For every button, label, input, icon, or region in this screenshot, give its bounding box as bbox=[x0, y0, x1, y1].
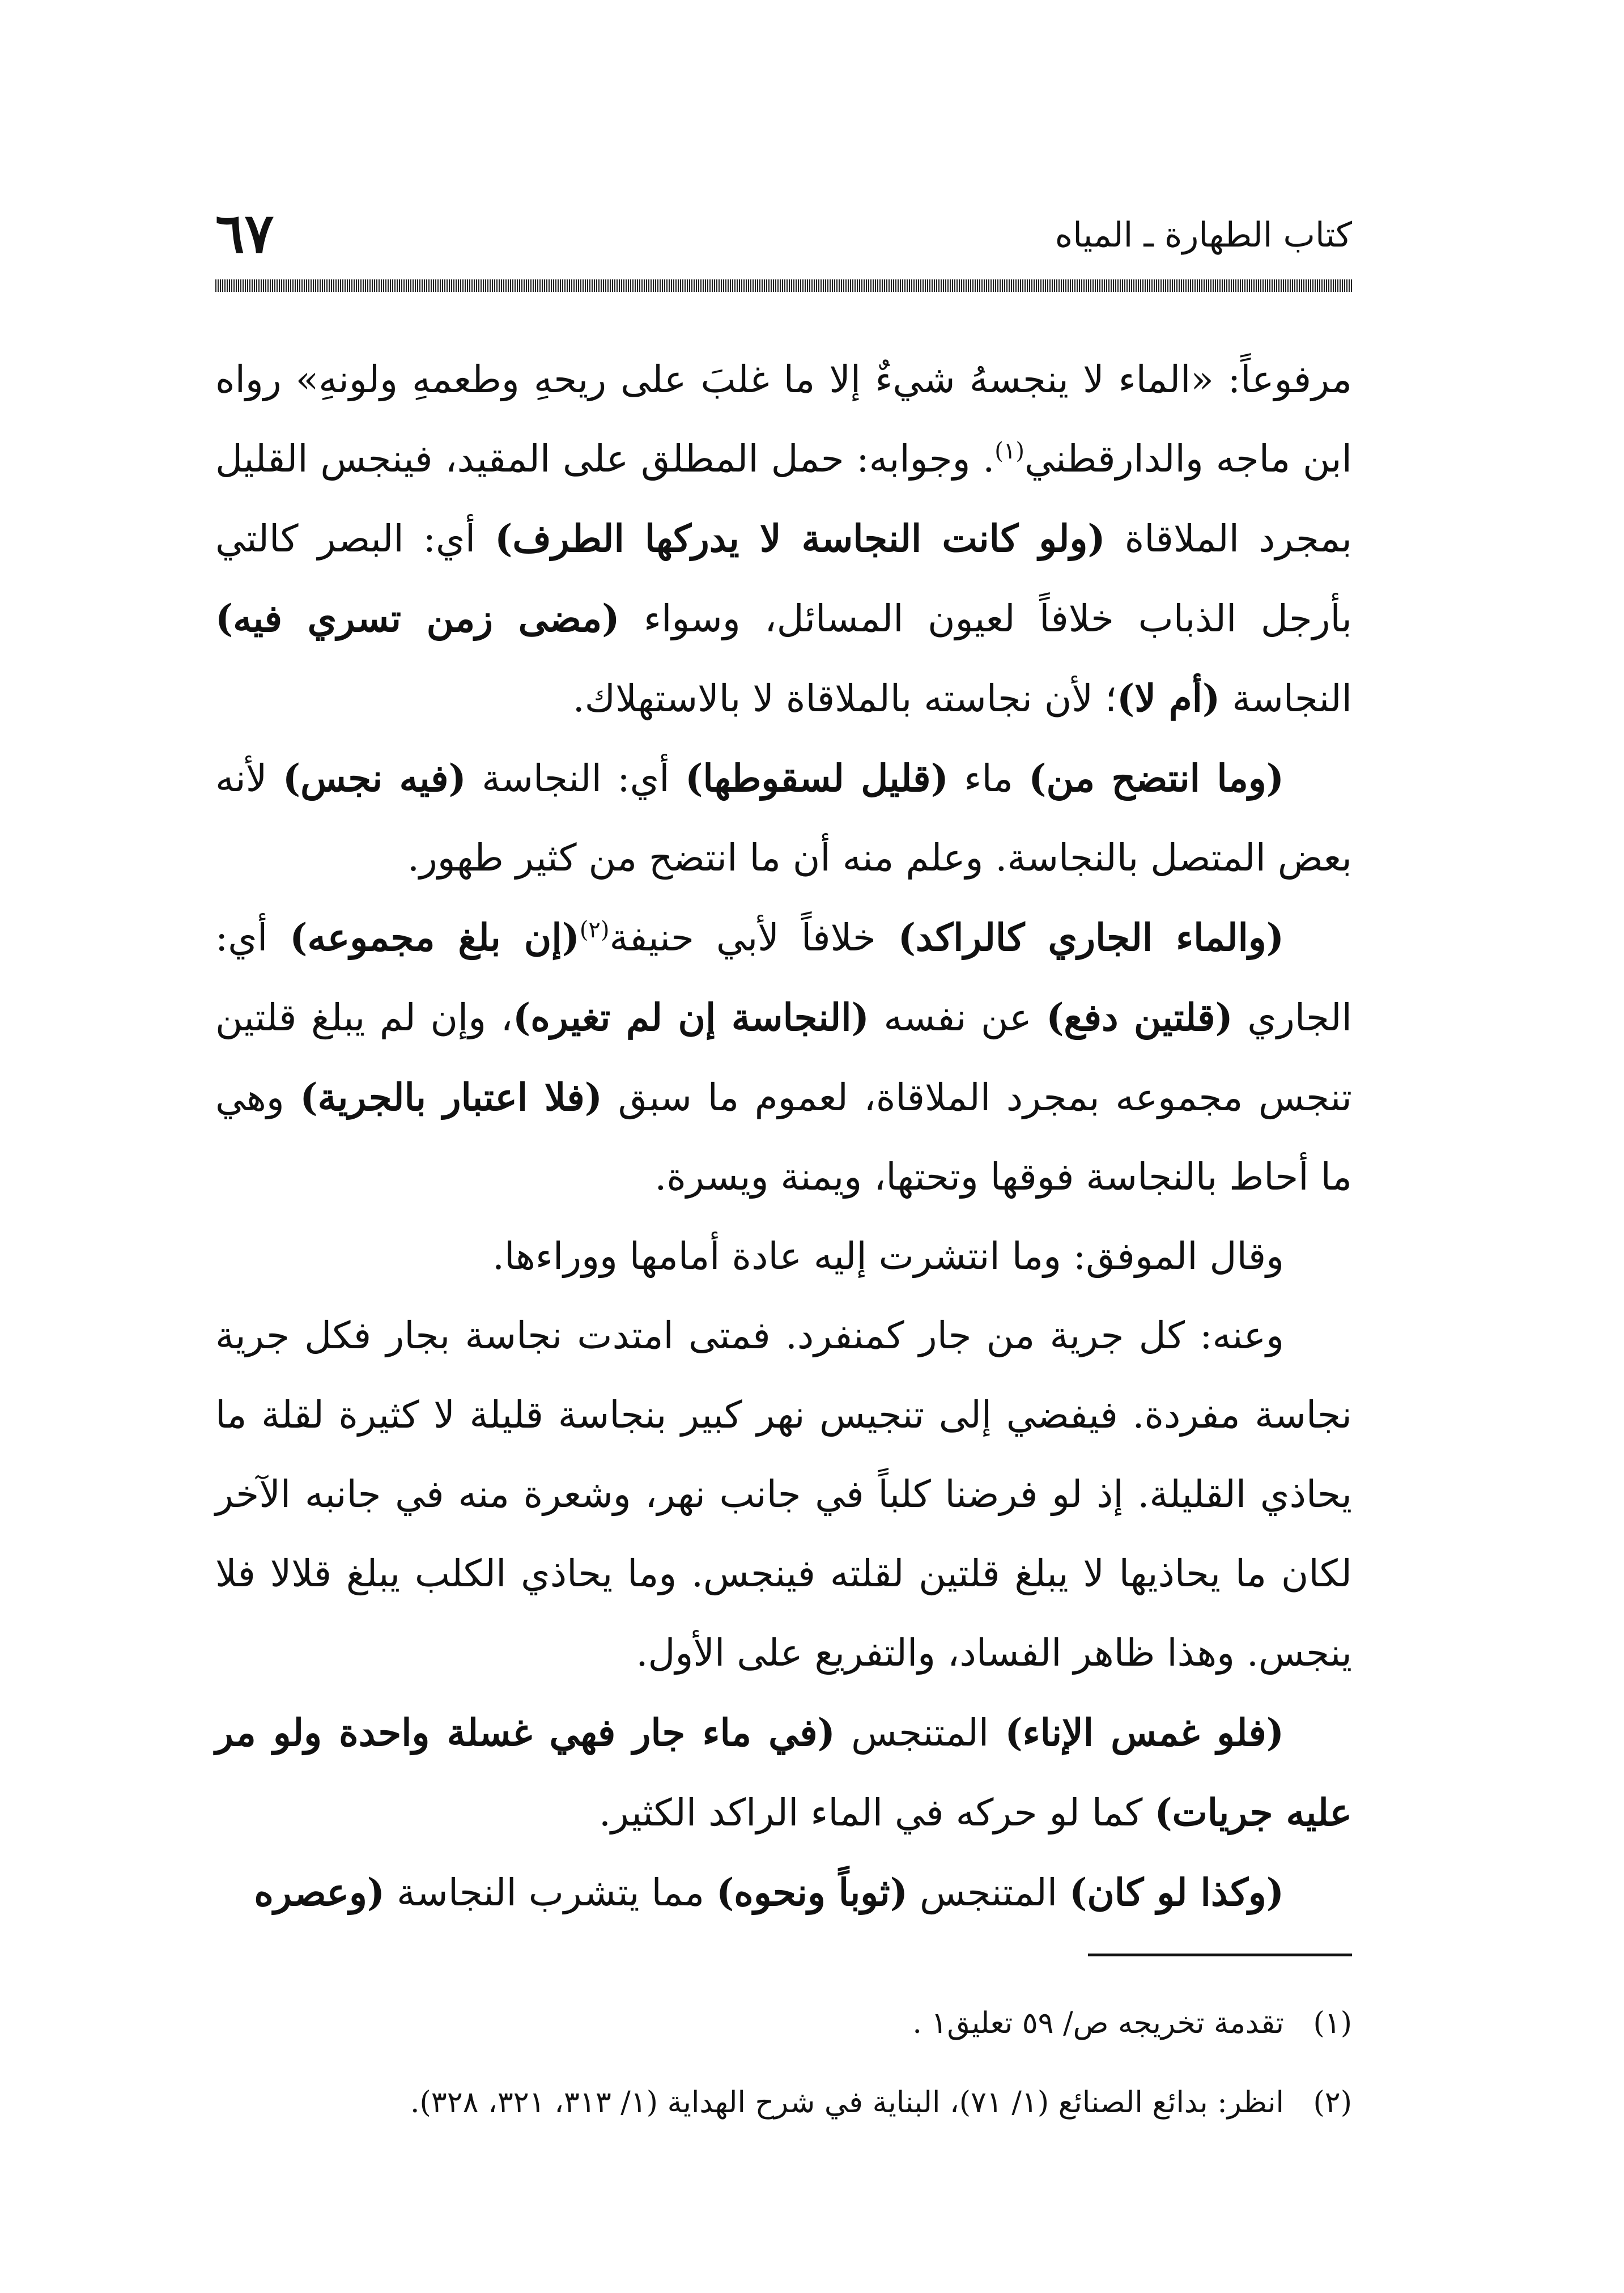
matn-text: (النجاسة إن لم تغيره) bbox=[513, 995, 869, 1039]
matn-text: (إن بلغ مجموعه) bbox=[290, 915, 580, 959]
text-run: أي: الجاري bbox=[215, 916, 1353, 1039]
matn-text: (قلتين دفع) bbox=[1046, 995, 1233, 1039]
paragraph-4: وقال الموفق: وما انتشرت إليه عادة أمامها ووراءها. bbox=[492, 1234, 1284, 1278]
matn-text: (فيه نجس) bbox=[282, 756, 466, 800]
footnote-2 bbox=[215, 2063, 1352, 2142]
paragraph-3 bbox=[215, 898, 1352, 1217]
text-run: أي: البصر كالتي بأرجل الذباب خلافاً لعيون المسائل، وسواء bbox=[215, 517, 1352, 640]
footnote-ref-1: (١) bbox=[994, 438, 1024, 464]
footnotes bbox=[215, 1984, 1352, 2142]
text-run: ؛ لأن نجاسته بالملاقاة لا بالاستهلاك. bbox=[572, 677, 1117, 720]
paragraph-2 bbox=[215, 738, 1352, 898]
text-run: لأنه بعض المتصل بالنجاسة. وعلم منه أن ما انتضح من كثير طهور. bbox=[215, 757, 1352, 880]
matn-text: (فلا اعتبار بالجرية) bbox=[300, 1075, 603, 1119]
paragraph-1 bbox=[215, 340, 1352, 738]
matn-text: (وعصره bbox=[254, 1870, 385, 1914]
matn-text: (وما انتضح من) bbox=[1028, 756, 1284, 800]
footnote-text: انظر: بدائع الصنائع (١/ ٧١)، البناية في شرح الهداية (١/ ٣١٣، ٣٢١، ٣٢٨). bbox=[410, 2086, 1284, 2120]
text-run: خلافاً لأبي حنيفة bbox=[609, 916, 898, 959]
matn-text: (ثوباً ونحوه) bbox=[716, 1870, 908, 1914]
paragraph-5: وعنه: كل جرية من جار كمنفرد. فمتى امتدت نجاسة بجار فكل جرية نجاسة مفردة. فيفضي إلى تنجيس نهر كبير بنجاسة قليلة لا كثيرة لقلة ما يحاذي القليلة. إذ لو فرضنا كلباً في جانب نهر، وشعرة منه في جانبه الآخر لكان ما يحاذيها لا يبلغ قلتين لقلته فينجس. وما يحاذي الكلب يبلغ قلالا فلا ينجس. وهذا ظاهر الفساد، والتفريع على الأول. bbox=[215, 1314, 1352, 1675]
text-run: مما يتشرب النجاسة bbox=[385, 1871, 717, 1914]
text-run: النجاسة bbox=[1220, 677, 1352, 720]
text-run: المتنجس bbox=[907, 1871, 1070, 1914]
text-run: مرفوعاً: «الماء لا ينجسهُ شيءٌ إلا ما غلبَ على ريحهِ وطعمهِ ولونهِ» رواه ابن ماجه والدارقطني bbox=[215, 358, 1352, 481]
text-run: أي: النجاسة bbox=[466, 757, 686, 800]
footnote-number: (٢) bbox=[1313, 2086, 1352, 2120]
matn-text: (فلو غمس الإناء) bbox=[1005, 1710, 1285, 1755]
main-text bbox=[215, 340, 1352, 1916]
footnote-ref-2: (٢) bbox=[579, 917, 610, 943]
matn-text: (في ماء جار فهي غسلة واحدة ولو مر عليه جريات) bbox=[215, 1710, 1352, 1835]
text-run: المتنجس bbox=[835, 1711, 1005, 1755]
running-title: كتاب الطهارة ـ المياه bbox=[1055, 215, 1352, 255]
matn-text: (والماء الجاري كالراكد) bbox=[898, 915, 1284, 959]
page-header bbox=[215, 201, 1352, 281]
text-run: كما لو حركه في الماء الراكد الكثير. bbox=[598, 1791, 1155, 1835]
page-number: ٦٧ bbox=[215, 201, 274, 265]
matn-text: (ولو كانت النجاسة لا يدركها الطرف) bbox=[495, 516, 1106, 560]
footnote-text: تقدمة تخريجه ص/ ٥٩ تعليق١ . bbox=[912, 2006, 1284, 2040]
text-run: ، وإن لم يبلغ قلتين تنجس مجموعه بمجرد الملاقاة، لعموم ما سبق bbox=[215, 996, 1353, 1119]
text-run: . وجوابه: حمل المطلق على المقيد، فينجس القليل بمجرد الملاقاة bbox=[215, 437, 1352, 560]
footnote-divider bbox=[1088, 1954, 1352, 1956]
text-run: عن نفسه bbox=[869, 996, 1047, 1039]
matn-text: (أم لا) bbox=[1116, 676, 1221, 720]
footnote-1 bbox=[215, 1984, 1352, 2063]
text-run: ماء bbox=[948, 757, 1029, 800]
matn-text: (مضى زمن تسري فيه) bbox=[215, 596, 620, 640]
footnote-number: (١) bbox=[1313, 2006, 1352, 2040]
matn-text: (وكذا لو كان) bbox=[1069, 1870, 1284, 1914]
matn-text: (قليل لسقوطها) bbox=[685, 756, 949, 800]
header-divider bbox=[215, 279, 1352, 292]
text-run: وهي ما أحاط بالنجاسة فوقها وتحتها، ويمنة ويسرة. bbox=[215, 1076, 1352, 1199]
paragraph-6 bbox=[215, 1693, 1352, 1853]
paragraph-7 bbox=[215, 1853, 1352, 1933]
